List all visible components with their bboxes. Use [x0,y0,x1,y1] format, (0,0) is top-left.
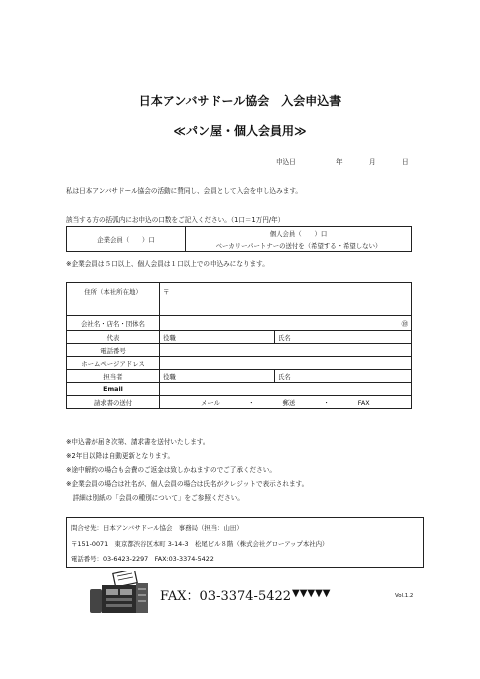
address-field[interactable] [160,283,412,316]
fax-machine-icon [88,571,152,615]
representative-title-field[interactable] [160,331,275,344]
date-year-label: 年 [336,158,343,166]
version-label: Vol.1.2 [395,593,414,599]
individual-member-cell[interactable]: 個人会員（ ）口 [186,227,412,240]
contact-person-title-field[interactable] [160,370,275,383]
note-item: 詳細は別紙の「会員の種別について」をご参照ください。 [66,494,244,502]
intro-text: 私は日本アンバサドール協会の活動に賛同し、会員として入会を申し込みます。 [66,187,302,195]
representative-name-field[interactable] [275,331,412,344]
membership-table [66,226,412,252]
address-label: 住所（本社所在地） [67,283,160,316]
postal-mark: 〒 [163,288,170,296]
date-applied-label: 申込日 [276,158,296,166]
bakery-partner-cell[interactable]: ベーカリーパートナーの送付を（希望する・希望しない） [186,239,412,252]
arrow-indicators: ▼▼▼▼▼ [292,588,331,599]
homepage-field[interactable] [160,357,412,370]
note-item: ※申込書が届き次第、請求書を送付いたします。 [66,438,210,446]
membership-note: ※企業会員は５口以上、個人会員は１口以上での申込みになります。 [66,260,269,268]
title-label: 役職 [163,333,176,342]
contact-phone-fax: 電話番号：03-6423-2297 FAX:03-3374-5422 [71,555,214,563]
date-day-label: 日 [402,158,409,166]
contact-person-label: 担当者 [67,370,160,383]
invoice-option-fax[interactable]: FAX [357,398,370,407]
seal-mark: ㊞ [401,319,408,328]
phone-field[interactable] [160,344,412,357]
company-field[interactable] [160,316,412,331]
contact-box [66,517,424,568]
name-label: 氏名 [278,333,291,342]
email-label: Email [67,383,160,396]
date-month-label: 月 [369,158,376,166]
document-subtitle: ≪パン屋・個人会員用≫ [173,124,307,138]
application-form-table [66,282,412,409]
invoice-option-post[interactable]: 郵送 [282,398,296,407]
note-item: ※途中解約の場合も会費のご返金は致しかねますのでご了承ください。 [66,466,276,474]
representative-label: 代表 [67,331,160,344]
contact-title-label: 役職 [163,372,176,381]
email-field[interactable] [160,383,412,396]
contact-address: 〒151-0071 東京都渋谷区本町 3-14-3 松尾ビル８階（株式会社グローアップ本社内） [71,540,329,548]
invoice-options[interactable] [160,396,412,409]
company-label: 会社名・店名・団体名 [67,316,160,331]
phone-label: 電話番号 [67,344,160,357]
contact-person-name-field[interactable] [275,370,412,383]
note-item: ※2年目以降は自動更新となります。 [66,452,175,460]
fax-number: FAX：03-3374-5422 [160,589,292,604]
invoice-separator: ・ [323,398,330,407]
contact-name-label: 氏名 [278,372,291,381]
corporate-member-cell[interactable]: 企業会員（ ）口 [67,227,186,252]
units-note: 該当する方の括弧内にお申込の口数をご記入ください。（1口＝1万円/年） [66,216,285,224]
invoice-label: 請求書の送付 [67,396,160,409]
document-title: 日本アンバサドール協会 入会申込書 [138,94,342,108]
note-item: ※企業会員の場合は社名が、個人会員の場合は氏名がクレジットで表示されます。 [66,480,309,488]
invoice-separator: ・ [248,398,255,407]
invoice-option-mail[interactable]: メール [201,398,221,407]
contact-line: 問合せ先：日本アンバサドール協会 事務局（担当：山田） [71,524,243,532]
homepage-label: ホームページアドレス [67,357,160,370]
